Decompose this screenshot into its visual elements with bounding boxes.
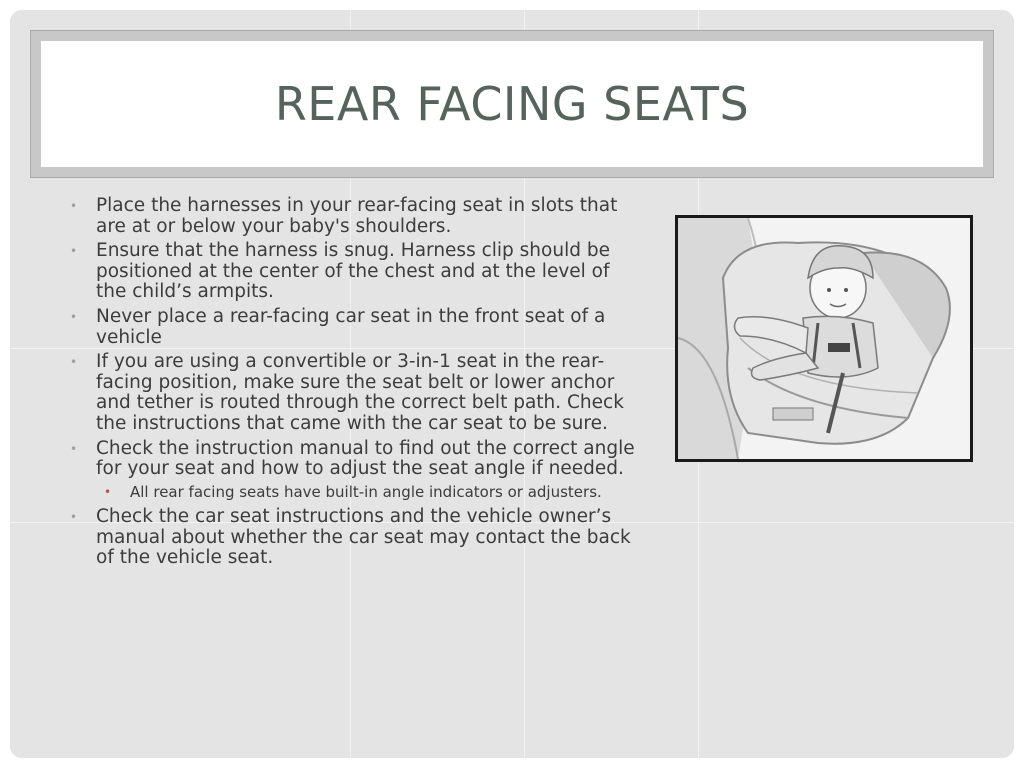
- child-car-seat-sketch: [678, 218, 970, 459]
- bullet-marker: •: [70, 244, 78, 259]
- list-item: [68, 196, 644, 237]
- bullet-marker: •: [70, 510, 78, 525]
- bullet-marker: •: [70, 355, 78, 370]
- bullet-text: If you are using a convertible or 3-in-1 seat in the rear-facing position, make sure the seat belt or lower anchor and tether is routed through the correct belt path. Check the instructions that came with the car seat to be sure.: [96, 351, 624, 434]
- bullet-marker: •: [70, 199, 78, 213]
- bullet-text: Ensure that the harness is snug. Harness clip should be positioned at the center of the chest and at the level of the child’s armpits.: [96, 240, 610, 303]
- title-frame: [30, 30, 994, 178]
- sub-list-item: [68, 484, 644, 502]
- sub-bullet-marker: •: [104, 484, 112, 499]
- title-box: [41, 41, 983, 167]
- slide: [10, 10, 1014, 758]
- bullet-text: Check the car seat instructions and the vehicle owner’s manual about whether the car seat may contact the back of the vehicle seat.: [96, 506, 631, 569]
- slide-title: REAR FACING SEATS: [274, 77, 750, 131]
- sub-bullet-text: All rear facing seats have built-in angle indicators or adjusters.: [130, 482, 602, 501]
- list-item: [68, 439, 644, 480]
- list-item: [68, 352, 644, 434]
- bullet-marker: •: [70, 441, 78, 456]
- bullet-list: [68, 196, 644, 573]
- list-item: [68, 307, 644, 348]
- bullet-marker: •: [70, 309, 78, 324]
- bullet-text: Check the instruction manual to find out the correct angle for your seat and how to adjust the seat angle if needed.: [96, 437, 635, 480]
- bullet-text: Never place a rear-facing car seat in the front seat of a vehicle: [96, 305, 606, 348]
- bullet-text: Place the harnesses in your rear-facing seat in slots that are at or below your baby's shoulders.: [96, 195, 618, 237]
- car-seat-illustration: [675, 215, 973, 462]
- list-item: [68, 241, 644, 303]
- list-item: [68, 507, 644, 569]
